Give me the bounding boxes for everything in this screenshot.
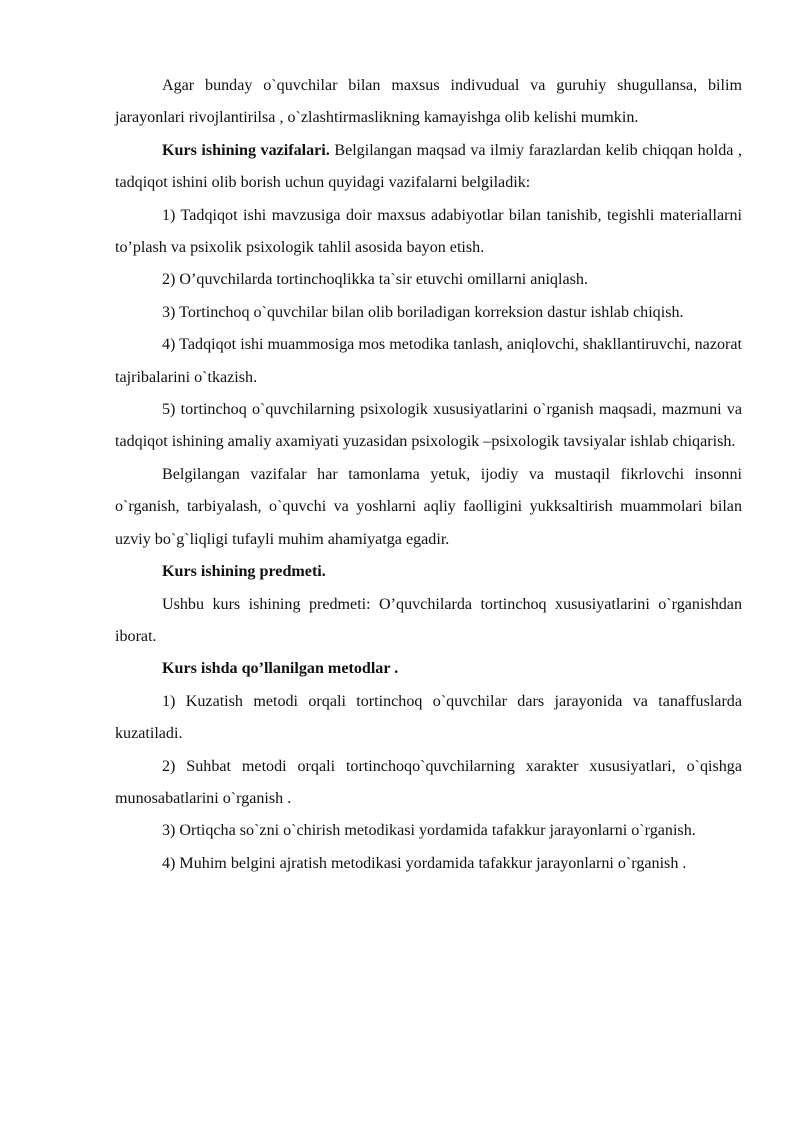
subject-heading-paragraph [115,556,742,588]
paragraph-text: 1) Tadqiqot ishi mavzusiga doir maxsus adabiyotlar bilan tanishib, tegishli materiallarni to’plash va psixolik psixologik tahlil asosida bayon etish. [115,206,742,257]
tasks-paragraph [115,135,742,200]
paragraph-text: Ushbu kurs ishining predmeti: O’quvchilarda tortinchoq xususiyatlarini o`rganishdan iborat. [115,595,742,645]
method-item-1 [115,686,742,751]
intro-paragraph [115,70,742,135]
method-item-3 [115,815,742,847]
method-item-2 [115,751,742,816]
paragraph-text: 5) tortinchoq o`quvchilarning psixologik xususiyatlarini o`rganish maqsadi, mazmuni va tadqiqot ishining amaliy axamiyati yuzasidan psixologik –psixologik tavsiyalar ishlab chiqarish. [115,401,742,451]
paragraph-text: 3) Ortiqcha so`zni o`chirish metodikasi yordamida tafakkur jarayonlarni o`rganish. [162,822,696,840]
tasks-heading: Kurs ishining vazifalari. [162,141,330,159]
subject-paragraph [115,589,742,654]
task-item-4 [115,329,742,394]
paragraph-text: 2) Suhbat metodi orqali tortinchoqo`quvchilarning xarakter xususiyatlari, o`qishga munosabatlarini o`rganish . [115,757,742,807]
methods-heading: Kurs ishda qo’llanilgan metodlar . [162,660,399,678]
methods-heading-paragraph [115,653,742,685]
subject-heading: Kurs ishining predmeti. [162,563,326,581]
paragraph-text: 2) O’quvchilarda tortinchoqlikka ta`sir etuvchi omillarni aniqlash. [162,271,588,289]
paragraph-text: Belgilangan maqsad va ilmiy farazlardan kelib chiqqan holda , tadqiqot ishini olib borish uchun quyidagi vazifalarni belgiladik: [115,141,742,192]
tasks-summary-paragraph [115,459,742,556]
paragraph-text: 4) Muhim belgini ajratish metodikasi yordamida tafakkur jarayonlarni o`rganish . [162,854,687,872]
paragraph-text: 3) Tortinchoq o`quvchilar bilan olib boriladigan korreksion dastur ishlab chiqish. [162,303,684,321]
task-item-3 [115,297,742,329]
paragraph-text: 4) Tadqiqot ishi muammosiga mos metodika tanlash, aniqlovchi, shakllantiruvchi, nazorat tajribalarini o`tkazish. [115,336,742,386]
paragraph-text: Belgilangan vazifalar har tamonlama yetuk, ijodiy va mustaqil fikrlovchi insonni o`rganish, tarbiyalash, o`quvchi va yoshlarni aqliy faolligini yukksaltirish muammolari bilan uzviy bo`g`liqligi tufayli muhim ahamiyatga egadir. [115,465,742,548]
task-item-1 [115,200,742,265]
paragraph-text: 1) Kuzatish metodi orqali tortinchoq o`quvchilar dars jarayonida va tanaffuslarda kuzatiladi. [115,692,742,743]
document-page [115,70,742,880]
paragraph-text: Agar bunday o`quvchilar bilan maxsus indivudual va guruhiy shugullansa, bilim jarayonlari rivojlantirilsa , o`zlashtirmaslikning kamayishga olib kelishi mumkin. [115,77,742,127]
task-item-2 [115,264,742,296]
method-item-4 [115,848,742,880]
task-item-5 [115,394,742,459]
